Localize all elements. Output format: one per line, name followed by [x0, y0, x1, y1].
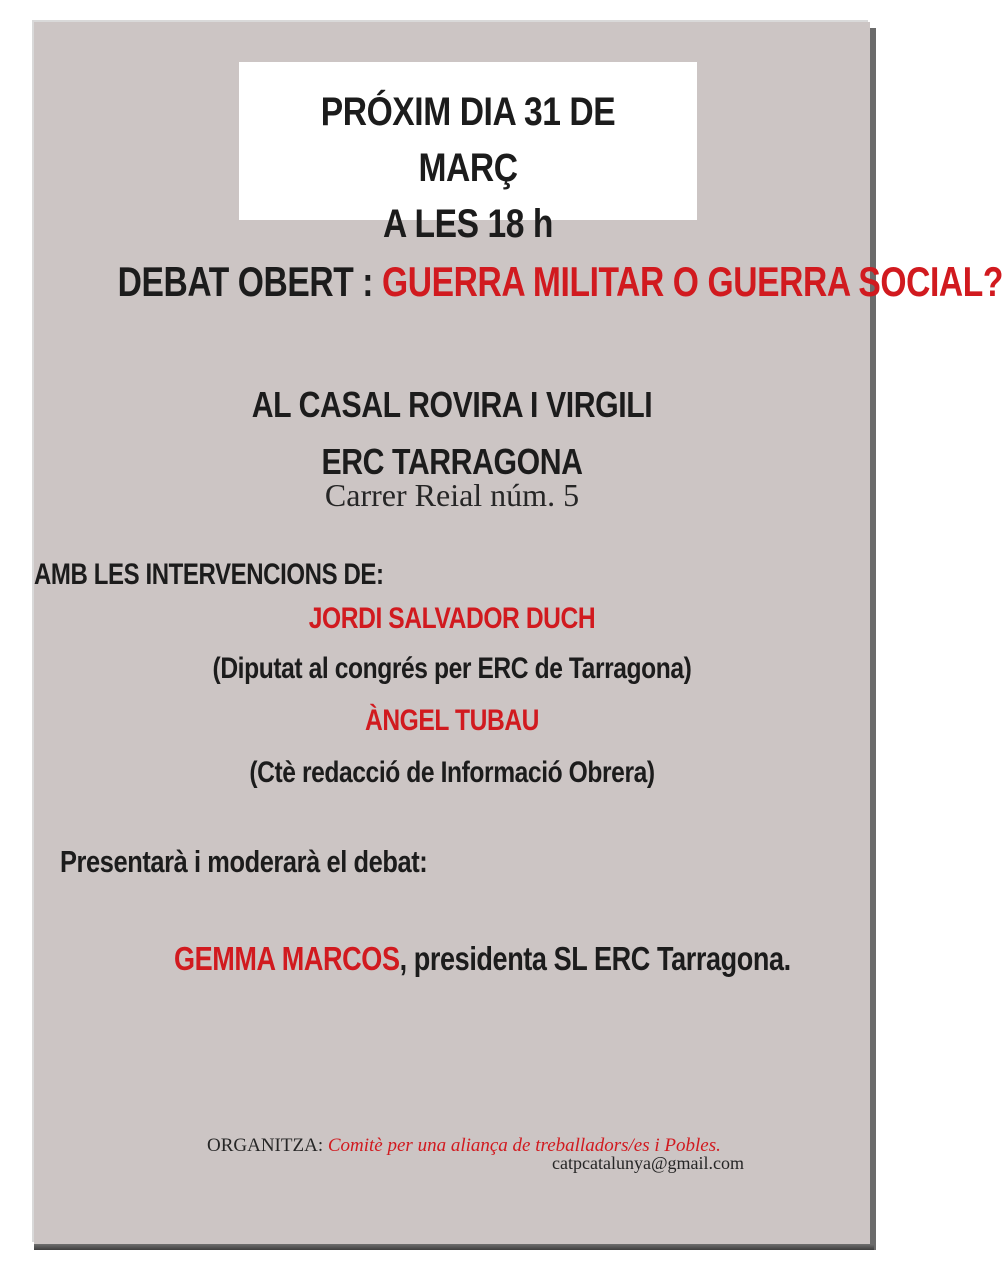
organizer-name: Comitè per una aliança de treballadors/es i Pobles.	[327, 1135, 721, 1156]
poster-shadow-edge	[34, 1244, 874, 1250]
debate-title	[117, 258, 1003, 306]
date-line: PRÓXIM DIA 31 DE MARÇ	[320, 90, 616, 190]
contact-email: catpcatalunya@gmail.com	[552, 1153, 744, 1173]
speakers-heading: AMB LES INTERVENCIONS DE:	[34, 558, 384, 591]
speaker-role: (Diputat al congrés per ERC de Tarragona)	[212, 652, 692, 685]
venue-address: Carrer Reial núm. 5	[324, 477, 580, 513]
debate-topic: GUERRA MILITAR O GUERRA SOCIAL?	[382, 258, 1003, 305]
venue-name: AL CASAL ROVIRA I VIRGILI	[251, 384, 653, 425]
speaker-role: (Ctè redacció de Informació Obrera)	[249, 756, 655, 789]
venue-org: ERC TARRAGONA	[321, 441, 583, 482]
speaker-name: JORDI SALVADOR DUCH	[308, 602, 596, 635]
moderator-name: GEMMA MARCOS	[174, 940, 400, 977]
organizer-label: ORGANITZA:	[207, 1135, 328, 1156]
date-box	[239, 62, 697, 246]
moderator-heading: Presentarà i moderarà el debat:	[60, 844, 428, 879]
moderator-line	[174, 940, 791, 978]
time-line: A LES 18 h	[382, 202, 554, 246]
event-poster	[34, 22, 1003, 1244]
speaker-name: ÀNGEL TUBAU	[364, 704, 540, 737]
debate-prefix: DEBAT OBERT :	[117, 258, 383, 305]
moderator-role: , presidenta SL ERC Tarragona.	[399, 940, 791, 977]
